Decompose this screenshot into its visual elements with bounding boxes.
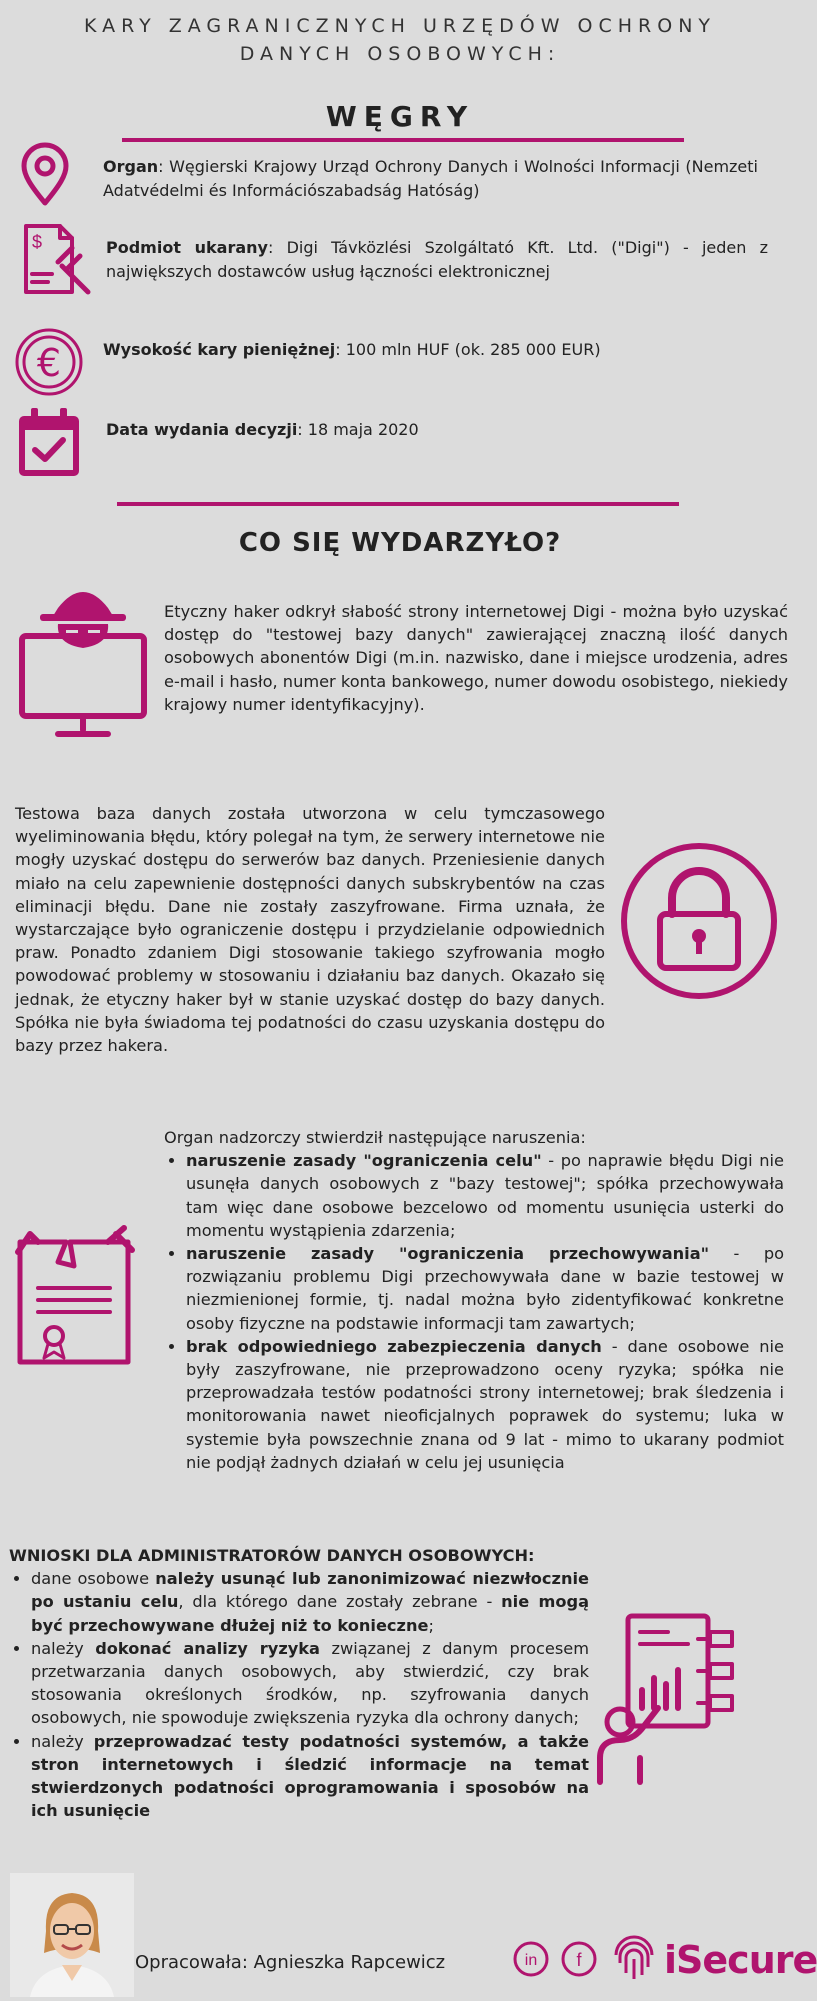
fact-organ-text: : Węgierski Krajowy Urząd Ochrony Danych i Wolności Informacji (Nemzeti Adatvédelmi és Információszabadság Hatóság) xyxy=(103,157,758,200)
hacker-icon xyxy=(18,578,148,738)
divider xyxy=(122,138,684,142)
fingerprint-icon xyxy=(610,1933,658,1983)
conclusion-bold: dokonać analizy ryzyka xyxy=(95,1638,320,1658)
brand-logo: iSecure xyxy=(664,1938,817,1982)
analyst-dashboard-icon xyxy=(598,1610,738,1785)
calendar-check-icon xyxy=(17,406,81,478)
padlock-icon xyxy=(620,842,778,1000)
page-title-line2: DANYCH OSOBOWYCH: xyxy=(239,43,561,65)
violation-text: - dane osobowe nie były zaszyfrowane, nie przeprowadzono oceny ryzyka; spółka nie przeprowadzała testów podatności strony internetowej; brak śledzenia i monitorowania nawet nieoficjalnych poprawek do systemu; luka w systemie była powszechnie znana od 9 lat - mimo to ukarany podmiot nie podjął żadnych działań w celu jej usunięcia xyxy=(186,1336,785,1472)
fact-date-label: Data wydania decyzji xyxy=(106,420,298,439)
violations-intro: Organ nadzorczy stwierdził następujące naruszenia: xyxy=(164,1128,586,1147)
svg-text:f: f xyxy=(576,1950,582,1970)
conclusion-bold: przeprowadzać testy podatności systemów, a także stron internetowych i śledzić informacje na temat stwierdzonych podatności oprogramowania i sposobów na ich usunięcie xyxy=(31,1731,589,1821)
violation-title: brak odpowiedniego zabezpieczenia danych xyxy=(186,1336,602,1356)
conclusion-bold: nie mogą być przechowywane dłużej niż to konieczne xyxy=(31,1592,590,1635)
conclusions-title: WNIOSKI DLA ADMINISTRATORÓW DANYCH OSOBOWYCH: xyxy=(9,1546,535,1565)
facebook-icon[interactable] xyxy=(560,1940,598,1978)
conclusion-text: związanej z danym procesem przetwarzania danych osobowych, aby stwierdzić, czy brak stosowania określonych środków, np. szyfrowania danych osobowych, nie spowoduje zwiększenia ryzyka dla ochrony danych; xyxy=(31,1638,590,1728)
linkedin-icon[interactable] xyxy=(512,1940,550,1978)
fact-entity-label: Podmiot ukarany xyxy=(106,238,268,257)
conclusion-text: ; xyxy=(428,1615,434,1635)
document-gavel-icon xyxy=(22,222,92,297)
torn-certificate-icon xyxy=(8,1222,138,1368)
conclusion-text: należy xyxy=(31,1731,94,1751)
list-item xyxy=(186,1242,784,1335)
list-item xyxy=(31,1567,589,1637)
page-title-line1: KARY ZAGRANICZNYCH URZĘDÓW OCHRONY xyxy=(83,15,717,37)
conclusions-block xyxy=(9,1544,589,1822)
fact-fine xyxy=(103,338,763,362)
list-item xyxy=(31,1637,589,1730)
conclusion-text: dane osobowe xyxy=(31,1569,156,1589)
violation-title: naruszenie zasady "ograniczenia przechowywania" xyxy=(186,1244,710,1264)
fact-fine-text: : 100 mln HUF (ok. 285 000 EUR) xyxy=(335,340,601,359)
svg-text:€: € xyxy=(36,341,62,385)
violation-text: - po rozwiązaniu problemu Digi przechowywała dane w bazie testowej w niezmienionej formie, tj. nadal można było zidentyfikować konkretne osoby fizyczne na podstawie informacji tam zawartych; xyxy=(186,1244,784,1333)
conclusion-text: , dla którego dane zostały zebrane - xyxy=(178,1592,502,1612)
fact-fine-label: Wysokość kary pieniężnej xyxy=(103,340,336,359)
conclusions-list xyxy=(9,1567,589,1822)
incident-details: Testowa baza danych została utworzona w celu tymczasowego wyeliminowania błędu, który polegał na tym, że serwery internetowe nie mogły uzyskać dostępu do serwerów baz danych. Przeniesienie danych miało na celu zapewnienie dostępności danych subskrybentów na czas eliminacji błędu. Dane nie zostały zaszyfrowane. Firma uznała, że wystarczające było ograniczenie dostępu i przydzielanie odpowiednich praw. Ponadto zdaniem Digi stosowanie takiego szyfrowania mogło powodować problemy w stosowaniu i działaniu baz danych. Okazało się jednak, że etyczny haker był w stanie uzyskać dostęp do bazy danych. Spółka nie była świadoma tej podatności do czasu uzyskania dostępu do bazy przez hakera. xyxy=(15,804,605,1056)
euro-coin-icon xyxy=(14,327,84,397)
violation-title: naruszenie zasady "ograniczenia celu" xyxy=(186,1151,542,1171)
list-item xyxy=(31,1730,589,1823)
violations-list xyxy=(164,1149,784,1474)
fact-date xyxy=(106,418,766,442)
list-item xyxy=(186,1335,784,1474)
divider xyxy=(117,502,679,506)
list-item xyxy=(186,1149,784,1242)
incident-intro: Etyczny haker odkrył słabość strony internetowej Digi - można było uzyskać dostęp do "testowej bazy danych" zawierającej znaczną ilość danych osobowych abonentów Digi (m.in. nazwisko, dane i miejsce urodzenia, adres e-mail i hasło, numer konta bankowego, numer dowodu osobistego, niekiedy krajowy numer identyfikacyjny). xyxy=(164,602,788,714)
conclusion-bold: należy usunąć lub zanonimizować niezwłocznie po ustaniu celu xyxy=(31,1569,589,1612)
fact-entity xyxy=(106,236,768,284)
fact-organ-label: Organ xyxy=(103,157,159,176)
avatar xyxy=(10,1873,134,1997)
fact-date-text: : 18 maja 2020 xyxy=(297,420,419,439)
author-credit: Opracowała: Agnieszka Rapcewicz xyxy=(135,1952,446,1973)
violation-text: - po naprawie błędu Digi nie usunęła danych osobowych z "bazy testowej"; spółka przechowywała tam więc dane osobowe bezcelowo od momentu usunięcia usterki do momentu wystąpienia zdarzenia; xyxy=(186,1151,784,1240)
fact-entity-text: : Digi Távközlési Szolgáltató Kft. Ltd. ("Digi") - jeden z największych dostawców usług łączności elektronicznej xyxy=(106,238,768,281)
page-title xyxy=(0,12,800,68)
svg-text:in: in xyxy=(524,1952,538,1969)
country-heading: WĘGRY xyxy=(325,100,475,133)
violations-block xyxy=(164,1126,784,1474)
fact-organ xyxy=(103,155,758,203)
section-title-what-happened: CO SIĘ WYDARZYŁO? xyxy=(238,528,562,558)
svg-text:$: $ xyxy=(32,232,43,252)
location-pin-icon xyxy=(20,143,70,207)
conclusion-text: należy xyxy=(31,1638,96,1658)
